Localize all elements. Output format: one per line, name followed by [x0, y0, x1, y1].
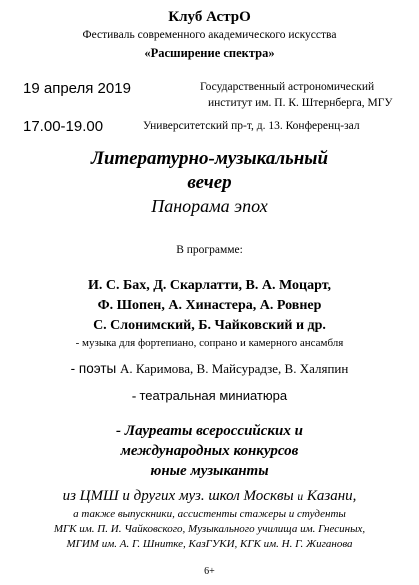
theatre-text: театральная миниатюра — [139, 388, 288, 403]
event-title-line-1: Литературно-музыкальный — [90, 148, 329, 169]
schools-and: и — [297, 491, 304, 503]
event-time: 17.00-19.00 — [23, 118, 104, 135]
music-note: - музыка для фортепиано, сопрано и камерного ансамбля — [75, 337, 344, 349]
graduates-line-1: а также выпускники, ассистенты стажеры и студенты — [73, 508, 346, 520]
performers-line-3: юные музыканты — [150, 463, 269, 479]
age-rating: 6+ — [204, 566, 215, 577]
club-name: Клуб АстрО — [168, 9, 251, 25]
program-heading: В программе: — [176, 244, 243, 256]
poets-names: А. Каримова, В. Майсурадзе, В. Халяпин — [119, 361, 349, 376]
event-date: 19 апреля 2019 — [23, 80, 131, 97]
event-subtitle: Панорама эпох — [151, 196, 268, 216]
theatre-line — [0, 388, 419, 404]
poets-line — [0, 361, 419, 377]
poets-prefix: - поэты — [70, 361, 120, 376]
event-title-line-2: вечер — [187, 172, 232, 193]
venue-address: Университетский пр-т, д. 13. Конференц-зал — [143, 120, 360, 132]
theatre-dash: - — [131, 388, 140, 403]
festival-name: «Расширение спектра» — [144, 46, 275, 60]
venue-line-2: институт им. П. К. Штернберга, МГУ — [208, 97, 393, 109]
composers-line-3: С. Слонимский, Б. Чайковский и др. — [93, 318, 326, 333]
schools-line — [0, 488, 419, 505]
schools-kazan: Казани, — [303, 488, 357, 504]
venue-line-1: Государственный астрономический — [200, 81, 375, 93]
graduates-line-2: МГК им. П. И. Чайковского, Музыкального училища им. Гнесиных, — [53, 523, 366, 535]
festival-description: Фестиваль современного академического искусства — [82, 29, 337, 41]
composers-line-1: И. С. Бах, Д. Скарлатти, В. А. Моцарт, — [87, 278, 332, 293]
graduates-line-3: МГИМ им. А. Г. Шнитке, КазГУКИ, КГК им. Н. Г. Жиганова — [66, 538, 353, 550]
performers-line-1: - Лауреаты всероссийских и — [116, 423, 303, 439]
schools-main: из ЦМШ и других муз. школ Москвы — [62, 488, 298, 504]
performers-line-2: международных конкурсов — [120, 443, 299, 459]
composers-line-2: Ф. Шопен, А. Хинастера, А. Ровнер — [97, 298, 322, 313]
